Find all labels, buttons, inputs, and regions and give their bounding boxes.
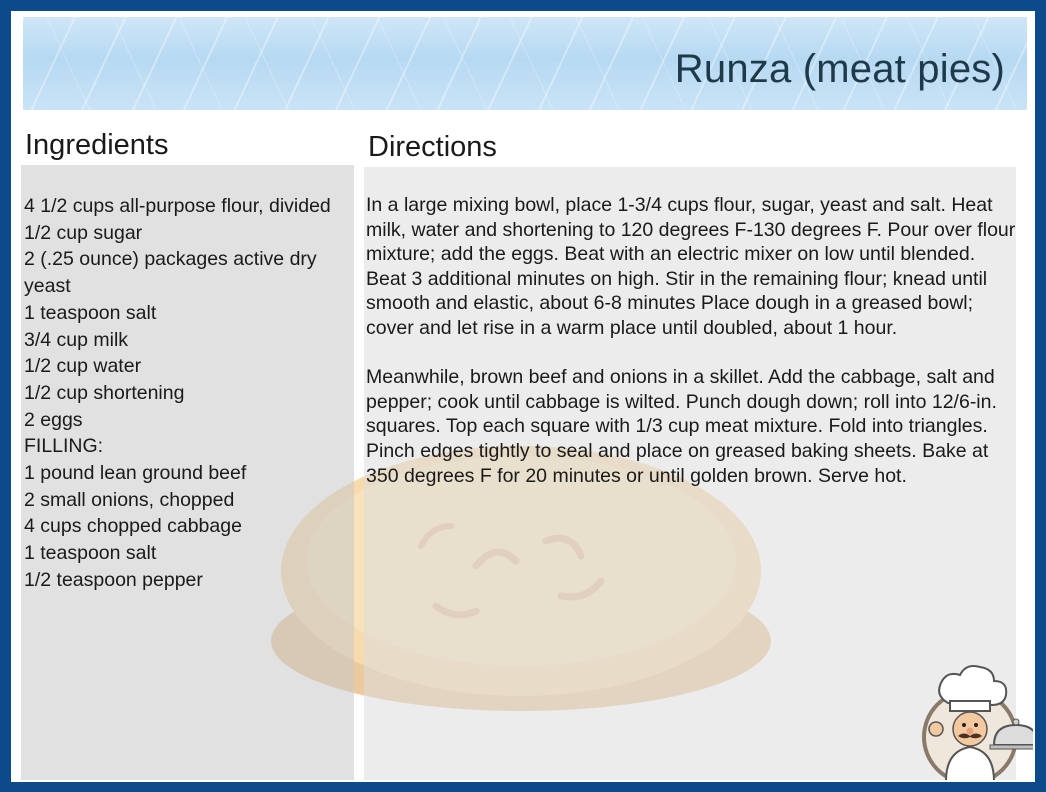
list-item: 2 eggs — [24, 408, 83, 431]
list-item: 1 pound lean ground beef — [24, 462, 247, 485]
page-title: Runza (meat pies) — [674, 47, 1005, 91]
directions-paragraph-1: In a large mixing bowl, place 1-3/4 cups flour, sugar, yeast and salt. Heat milk, water and shortening to 120 degrees F-130 degrees F. Pour over flour mixture; add the eggs. Beat with an electric mixer on low until blended. Beat 3 additional minutes on high. Stir in the remaining flour; knead until smooth and elastic, about 6-8 minutes Place dough in a greased bowl; cover and let rise in a warm place until doubled, about 1 hour. — [366, 194, 1016, 339]
list-item: 4 cups chopped cabbage — [24, 515, 242, 538]
list-item: 3/4 cup milk — [24, 328, 129, 351]
list-item: 2 small onions, chopped — [24, 488, 235, 511]
list-item: 1/2 teaspoon pepper — [24, 568, 203, 591]
list-item: 1/2 cup water — [24, 355, 142, 378]
list-item: 1/2 cup shortening — [24, 381, 185, 404]
ingredients-heading: Ingredients — [21, 125, 202, 165]
list-item: 2 (.25 ounce) packages active dry yeast — [24, 248, 317, 298]
chef-icon — [908, 659, 1038, 789]
title-banner — [23, 17, 1027, 110]
list-item: 1/2 cup sugar — [24, 221, 143, 244]
list-item: 1 teaspoon salt — [24, 542, 157, 565]
list-item: FILLING: — [24, 435, 104, 458]
list-item: 1 teaspoon salt — [24, 301, 157, 324]
directions-text — [366, 193, 1016, 513]
list-item: 4 1/2 cups all-purpose flour, divided — [24, 195, 331, 217]
directions-heading: Directions — [364, 127, 531, 167]
directions-paragraph-2: Meanwhile, brown beef and onions in a skillet. Add the cabbage, salt and pepper; cook until cabbage is wilted. Punch dough down; roll into 12/6-in. squares. Top each square with 1/3 cup meat mixture. Fold into triangles. Pinch edges tightly to seal and place on greased baking sheets. Bake at 350 degrees F for 20 minutes or until golden brown. Serve hot. — [366, 366, 997, 487]
ingredients-list — [24, 193, 354, 594]
